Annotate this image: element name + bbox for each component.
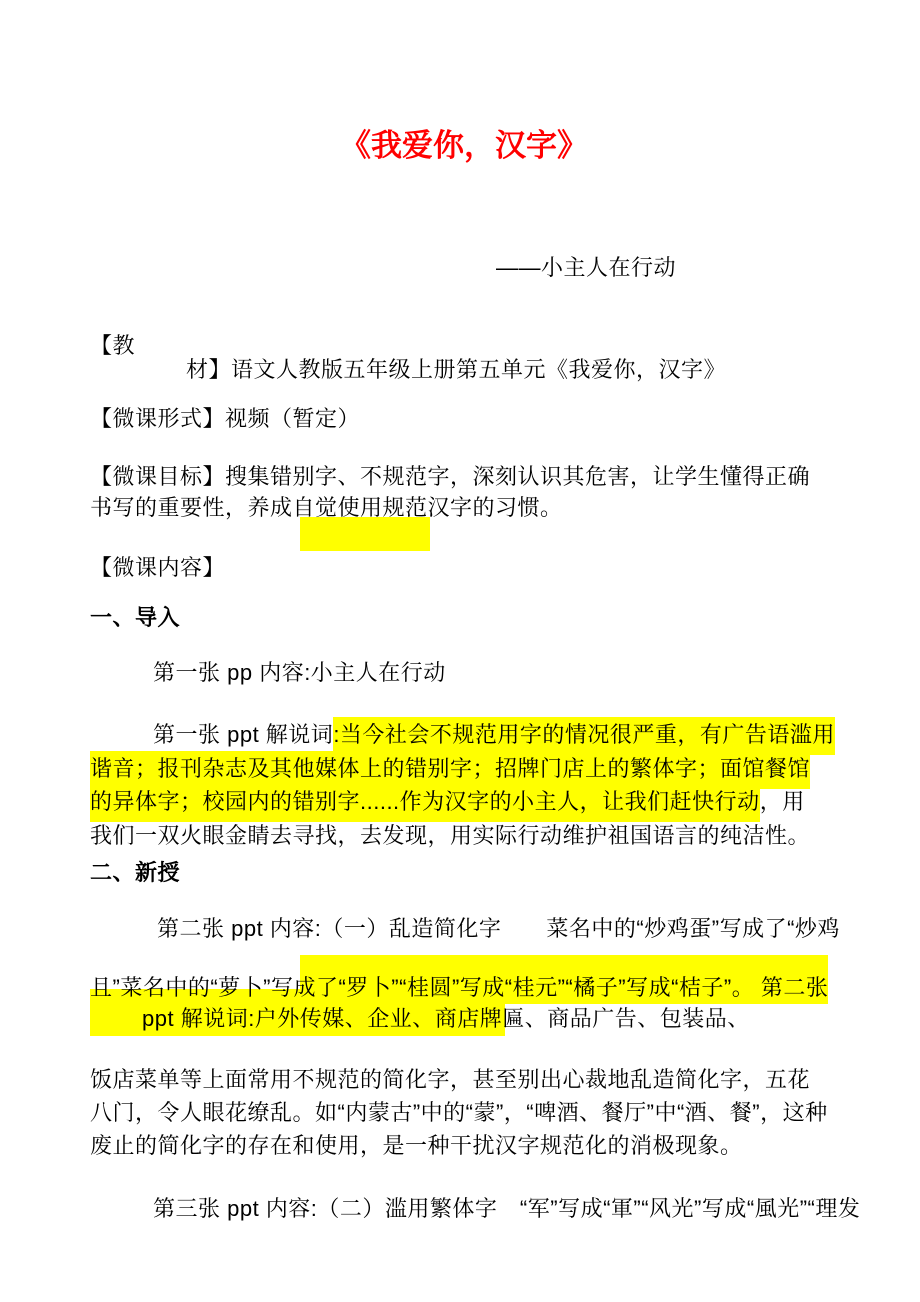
line-lesson-goal-2: 书写的重要性，养成自觉使用规范汉字的习惯。 bbox=[90, 495, 563, 520]
line-slide2-content-2: 且”菜名中的“萝卜”写成了“罗卜”“桂圆”写成“桂元”“橘子”写成“桔子”。 第二张 bbox=[90, 975, 829, 1000]
narration-tail: ，用 bbox=[759, 789, 805, 814]
line-slide1-content: 第一张 pp 内容:小主人在行动 bbox=[153, 660, 446, 685]
highlight-block-mubiao bbox=[300, 517, 430, 551]
line-body-3: 废止的简化字的存在和使用，是一种干扰汉字规范化的消极现象。 bbox=[90, 1133, 743, 1158]
doc-title: 《我爱你，汉字》 bbox=[340, 128, 588, 163]
line-slide2-narration: ppt 解说词:户外传媒、企业、商店牌匾、商品广告、包装品、 bbox=[142, 1006, 750, 1031]
narration-highlight-3: 的异体字；校园内的错别字......作为汉字的小主人，让我们赶快行动 bbox=[90, 784, 760, 822]
line-lesson-format: 【微课形式】视频（暂定） bbox=[90, 406, 361, 431]
line-slide1-narration-4: 我们一双火眼金睛去寻找，去发现，用实际行动维护祖国语言的纯洁性。 bbox=[90, 823, 811, 848]
narration-label: 第一张 ppt 解说词 bbox=[153, 722, 334, 747]
narration-highlight-1: :当今社会不规范用字的情况很严重，有广告语滥用 bbox=[333, 717, 835, 755]
line-body-2: 八门，令人眼花缭乱。如“内蒙古”中的“蒙”，“啤酒、餐厅”中“酒、餐”，这种 bbox=[90, 1100, 828, 1125]
line-slide1-narration-1 bbox=[153, 722, 835, 748]
line-slide3-content: 第三张 ppt 内容:（二）滥用繁体字 “军”写成“軍”“风光”写成“風光”“理发 bbox=[153, 1196, 861, 1221]
line-textbook-info: 材】语文人教版五年级上册第五单元《我爱你，汉字》 bbox=[186, 357, 727, 382]
narration-highlight-2: 谐音；报刊杂志及其他媒体上的错别字；招牌门店上的繁体字；面馆餐馆 bbox=[90, 751, 810, 789]
section-heading-xinshou: 二、新授 bbox=[90, 860, 181, 885]
doc-subtitle: ——小主人在行动 bbox=[496, 255, 677, 280]
line-textbook-bracket-open: 【教 bbox=[90, 333, 136, 358]
line-lesson-content-header: 【微课内容】 bbox=[90, 555, 226, 580]
line-body-1: 饭店菜单等上面常用不规范的简化字，甚至别出心裁地乱造简化字，五花 bbox=[90, 1067, 811, 1092]
section-heading-daoru: 一、导入 bbox=[90, 605, 181, 630]
line-slide1-narration-3 bbox=[90, 789, 805, 815]
line-lesson-goal-1: 【微课目标】搜集错别字、不规范字，深刻认识其危害，让学生懂得正确 bbox=[90, 464, 811, 489]
line-slide1-narration-2 bbox=[90, 756, 810, 782]
line-slide2-content-1: 第二张 ppt 内容:（一）乱造简化字 菜名中的“炒鸡蛋”写成了“炒鸡 bbox=[157, 916, 840, 941]
